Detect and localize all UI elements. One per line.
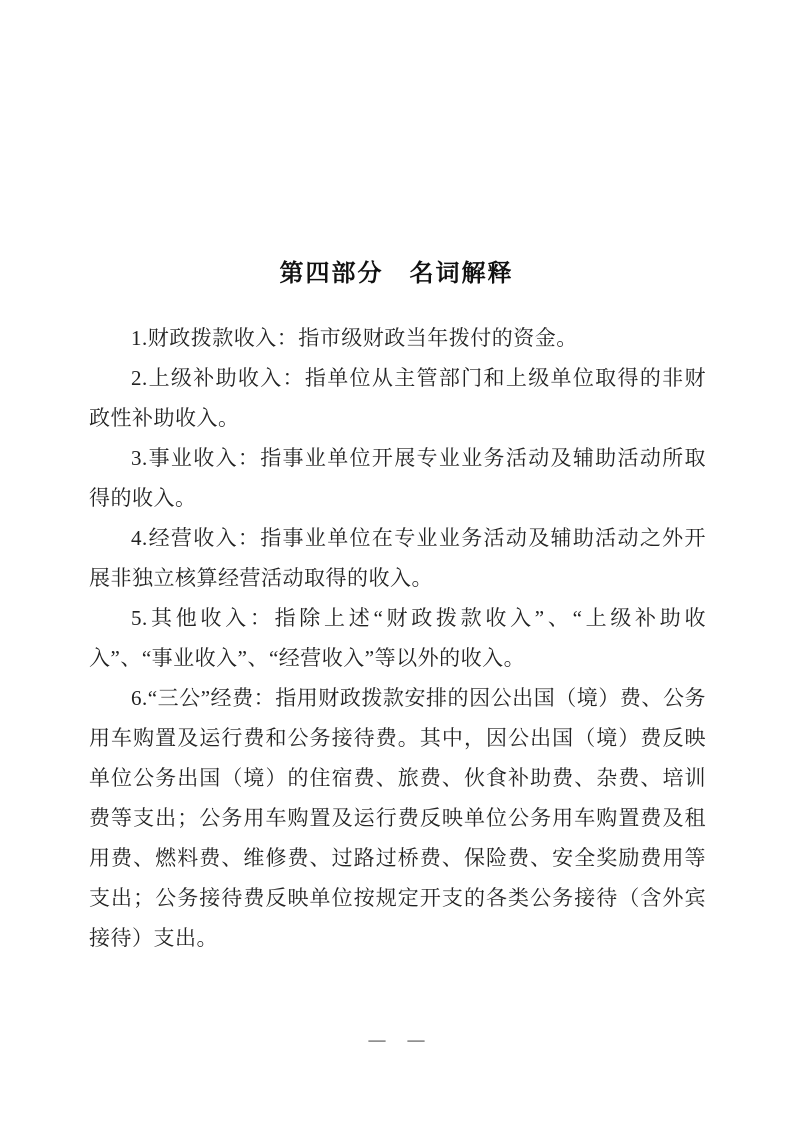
definition-paragraph-6: 6.“三公”经费：指用财政拨款安排的因公出国（境）费、公务用车购置及运行费和公务接待费。其中，因公出国（境）费反映单位公务出国（境）的住宿费、旅费、伙食补助费、杂费、培训费等支出；公务用车购置及运行费反映单位公务用车购置费及租用费、燃料费、维修费、过路过桥费、保险费、安全奖励费用等支出；公务接待费反映单位按规定开支的各类公务接待（含外宾接待）支出。 [89,686,706,950]
definition-paragraph-2: 2.上级补助收入：指单位从主管部门和上级单位取得的非财政性补助收入。 [89,366,706,430]
definition-paragraph-1: 1.财政拨款收入：指市级财政当年拨付的资金。 [131,326,578,350]
definition-paragraph-4: 4.经营收入：指事业单位在专业业务活动及辅助活动之外开展非独立核算经营活动取得的收入。 [89,526,706,590]
page-number-right-dash: — [407,1030,425,1049]
definition-paragraph-3: 3.事业收入：指事业单位开展专业业务活动及辅助活动所取得的收入。 [89,446,706,510]
definition-paragraph-5: 5.其他收入：指除上述“财政拨款收入”、“上级补助收入”、“事业收入”、“经营收入”等以外的收入。 [89,606,706,670]
page-title: 第四部分 名词解释 [279,260,514,288]
page-number-left-dash: — [368,1030,386,1049]
page-number-footer [0,1030,793,1050]
document-body [89,318,706,958]
